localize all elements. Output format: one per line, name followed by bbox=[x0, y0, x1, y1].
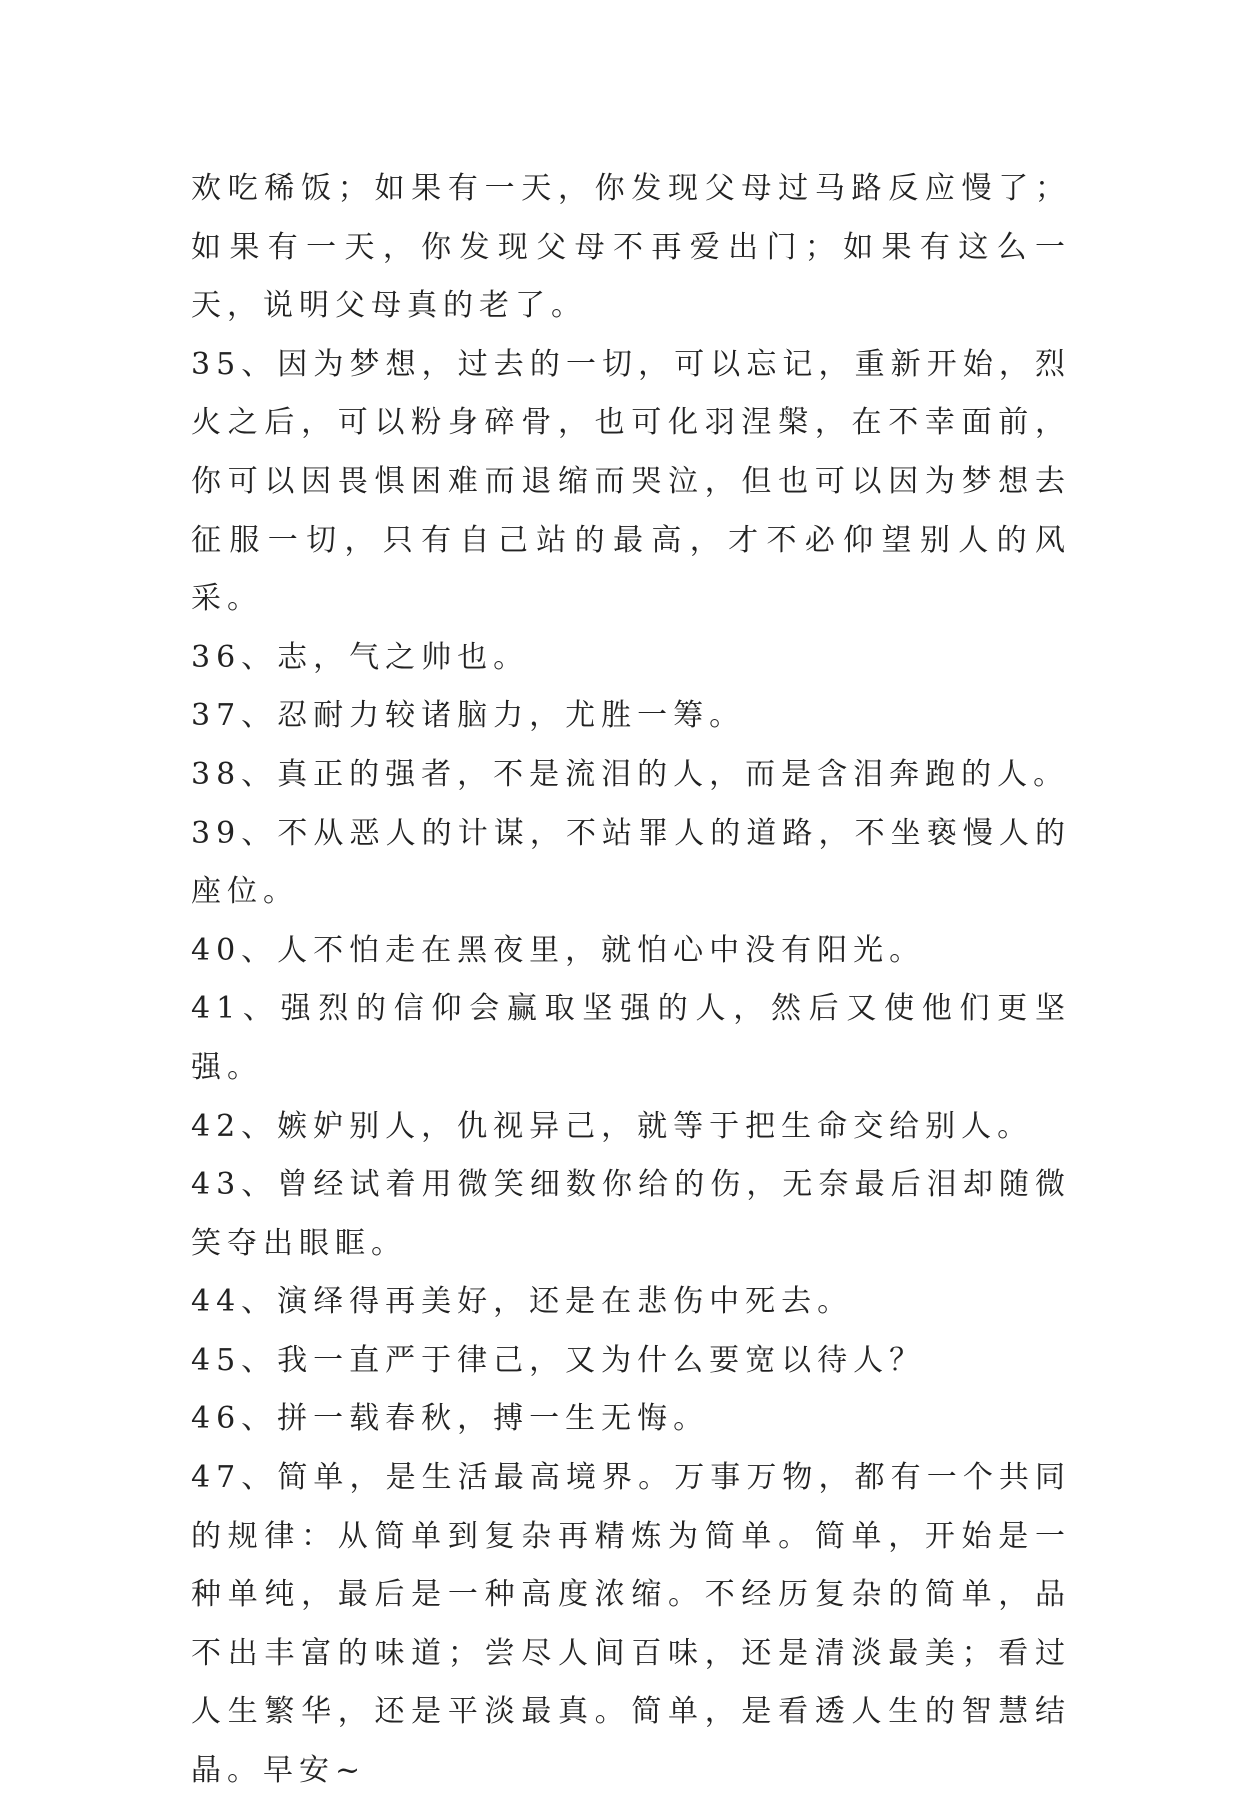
paragraph: 36、志，气之帅也。 bbox=[191, 639, 530, 675]
paragraph: 41、强烈的信仰会赢取坚强的人，然后又使他们更坚强。 bbox=[191, 991, 1071, 1085]
paragraph: 44、演绎得再美好，还是在悲伤中死去。 bbox=[191, 1284, 854, 1320]
paragraph: 47、简单，是生活最高境界。万事万物，都有一个共同的规律：从简单到复杂再精炼为简单。简单，开始是一种单纯，最后是一种高度浓缩。不经历复杂的简单，品不出丰富的味道；尝尽人间百味，还是清淡最美；看过人生繁华，还是平淡最真。简单，是看透人生的智慧结晶。早安~ bbox=[191, 1460, 1071, 1789]
paragraph: 46、拼一载春秋，搏一生无悔。 bbox=[191, 1401, 710, 1437]
paragraph: 43、曾经试着用微笑细数你给的伤，无奈最后泪却随微笑夺出眼眶。 bbox=[191, 1167, 1071, 1261]
paragraph: 欢吃稀饭；如果有一天，你发现父母过马路反应慢了；如果有一天，你发现父母不再爱出门；如果有这么一天，说明父母真的老了。 bbox=[191, 171, 1071, 324]
paragraph: 38、真正的强者，不是流泪的人，而是含泪奔跑的人。 bbox=[191, 756, 1070, 792]
paragraph: 37、忍耐力较诸脑力，尤胜一筹。 bbox=[191, 698, 746, 734]
paragraph: 40、人不怕走在黑夜里，就怕心中没有阳光。 bbox=[191, 932, 926, 968]
paragraph: 39、不从恶人的计谋，不站罪人的道路，不坐亵慢人的座位。 bbox=[191, 815, 1071, 910]
paragraph: 45、我一直严于律己，又为什么要宽以待人？ bbox=[191, 1342, 926, 1378]
paragraph: 35、因为梦想，过去的一切，可以忘记，重新开始，烈火之后，可以粉身碎骨，也可化羽涅槃，在不幸面前，你可以因畏惧困难而退缩而哭泣，但也可以因为梦想去征服一切，只有自己站的最高，才不必仰望别人的风采。 bbox=[191, 346, 1071, 617]
paragraph: 42、嫉妒别人，仇视异己，就等于把生命交给别人。 bbox=[191, 1108, 1034, 1144]
document-body bbox=[191, 160, 1071, 1801]
